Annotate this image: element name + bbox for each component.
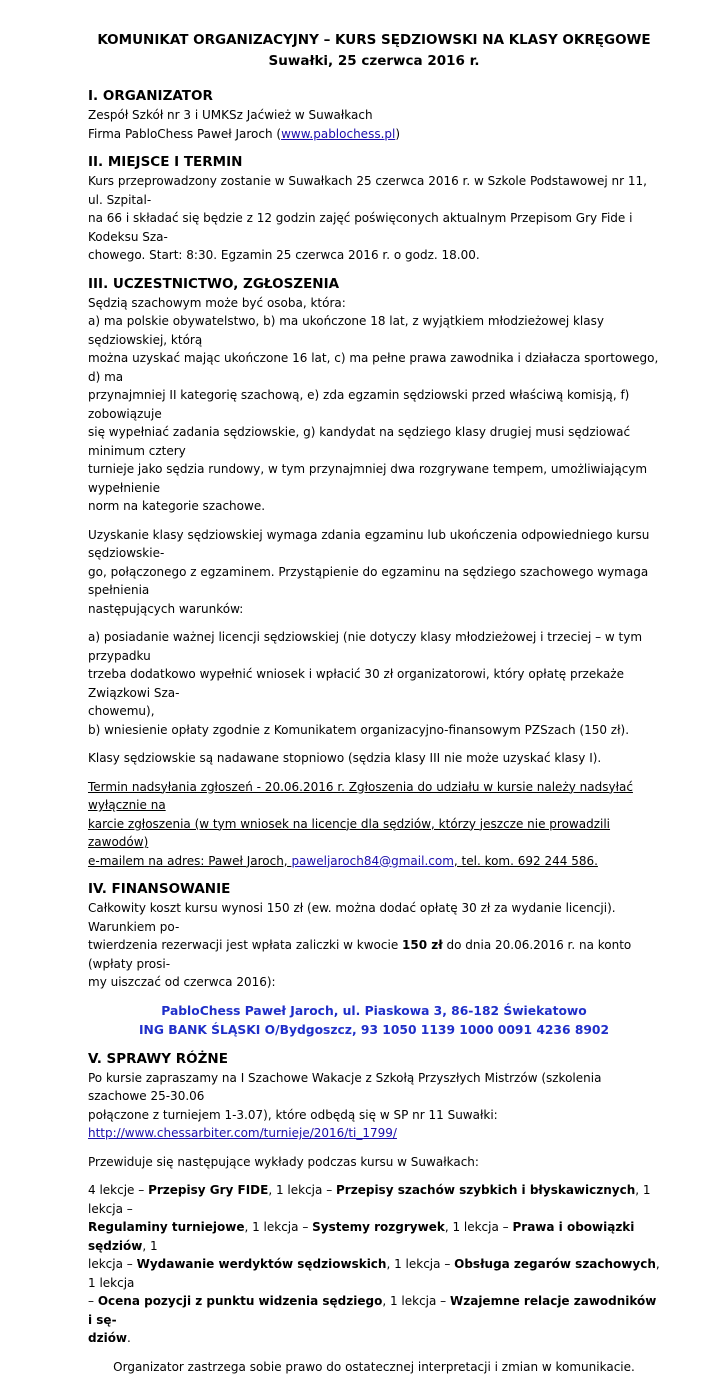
uczestnictwo-line: go, połączonego z egzaminem. Przystąpienie do egzaminu na sędziego szachowego wymaga spełnienia bbox=[88, 563, 660, 600]
chessarbiter-link[interactable]: http://www.chessarbiter.com/turnieje/2016/ti_1799/ bbox=[88, 1126, 397, 1140]
lectures-line: lekcja – Wydawanie werdyktów sędziowskich, 1 lekcja – Obsługa zegarów szachowych, 1 lekcja bbox=[88, 1255, 660, 1292]
miejsce-line: Kurs przeprowadzony zostanie w Suwałkach 25 czerwca 2016 r. w Szkole Podstawowej nr 11, ul. Szpital- bbox=[88, 172, 660, 209]
section-sprawy-heading: V. SPRAWY RÓŻNE bbox=[88, 1050, 660, 1069]
uczestnictwo-line: następujących warunków: bbox=[88, 600, 660, 619]
uczestnictwo-line: się wypełniać zadania sędziowskie, g) kandydat na sędziego klasy drugiej musi sędziować minimum cztery bbox=[88, 423, 660, 460]
finansowanie-line: my uiszczać od czerwca 2016): bbox=[88, 973, 660, 992]
uczestnictwo-line: można uzyskać mając ukończone 16 lat, c) ma pełne prawa zawodnika i działacza sportowego, d) ma bbox=[88, 349, 660, 386]
organizer-line-1: Zespół Szkół nr 3 i UMKSz Jaćwież w Suwałkach bbox=[88, 106, 660, 125]
uczestnictwo-line: b) wniesienie opłaty zgodnie z Komunikatem organizacyjno-finansowym PZSzach (150 zł). bbox=[88, 721, 660, 740]
sprawy-line: Przewiduje się następujące wykłady podczas kursu w Suwałkach: bbox=[88, 1153, 660, 1172]
document-title: KOMUNIKAT ORGANIZACYJNY – KURS SĘDZIOWSKI NA KLASY OKRĘGOWE bbox=[88, 30, 660, 51]
miejsce-line: na 66 i składać się będzie z 12 godzin zajęć poświęconych aktualnym Przepisom Gry Fide i Kodeksu Sza- bbox=[88, 209, 660, 246]
uczestnictwo-line: chowemu), bbox=[88, 702, 660, 721]
pablochess-link[interactable]: www.pablochess.pl bbox=[281, 127, 395, 141]
lectures-line: Regulaminy turniejowe, 1 lekcja – Systemy rozgrywek, 1 lekcja – Prawa i obowiązki sędziów, 1 bbox=[88, 1218, 660, 1255]
sprawy-line: Po kursie zapraszamy na I Szachowe Wakacje z Szkołą Przyszłych Mistrzów (szkolenia szachowe 25-30.06 bbox=[88, 1069, 660, 1106]
section-uczestnictwo-heading: III. UCZESTNICTWO, ZGŁOSZENIA bbox=[88, 275, 660, 294]
sprawy-line bbox=[88, 1124, 660, 1143]
bank-account: ING BANK ŚLĄSKI O/Bydgoszcz, 93 1050 1139 1000 0091 4236 8902 bbox=[88, 1021, 660, 1040]
uczestnictwo-line: norm na kategorie szachowe. bbox=[88, 497, 660, 516]
email-link[interactable]: paweljaroch84@gmail.com bbox=[291, 854, 453, 868]
deposit-amount: 150 zł bbox=[402, 938, 443, 952]
section-miejsce-heading: II. MIEJSCE I TERMIN bbox=[88, 153, 660, 172]
uczestnictwo-line: trzeba dodatkowo wypełnić wniosek i wpłacić 30 zł organizatorowi, który opłatę przekaże Związkowi Sza- bbox=[88, 665, 660, 702]
lectures-line: 4 lekcje – Przepisy Gry FIDE, 1 lekcja – Przepisy szachów szybkich i błyskawicznych, 1 lekcja – bbox=[88, 1181, 660, 1218]
miejsce-line: chowego. Start: 8:30. Egzamin 25 czerwca 2016 r. o godz. 18.00. bbox=[88, 246, 660, 265]
lectures-line: – Ocena pozycji z punktu widzenia sędziego, 1 lekcja – Wzajemne relacje zawodników i sę- bbox=[88, 1292, 660, 1329]
uczestnictwo-line: turnieje jako sędzia rundowy, w tym przynajmniej dwa rozgrywane tempem, umożliwiającym wypełnienie bbox=[88, 460, 660, 497]
bank-recipient: PabloChess Paweł Jaroch, ul. Piaskowa 3, 86-182 Świekatowo bbox=[88, 1002, 660, 1021]
finansowanie-line: twierdzenia rezerwacji jest wpłata zaliczki w kwocie 150 zł do dnia 20.06.2016 r. na konto (wpłaty prosi- bbox=[88, 936, 660, 973]
closing-note: Organizator zastrzega sobie prawo do ostatecznej interpretacji i zmian w komunikacie. bbox=[88, 1358, 660, 1376]
sprawy-line: połączone z turniejem 1-3.07), które odbędą się w SP nr 11 Suwałki: bbox=[88, 1106, 660, 1125]
section-organizator-heading: I. ORGANIZATOR bbox=[88, 87, 660, 106]
uczestnictwo-line: a) posiadanie ważnej licencji sędziowskiej (nie dotyczy klasy młodzieżowej i trzeciej – w tym przypadku bbox=[88, 628, 660, 665]
document-page bbox=[88, 30, 660, 1376]
uczestnictwo-line: przynajmniej II kategorię szachową, e) zda egzamin sędziowski przed właściwą komisją, f) zobowiązuje bbox=[88, 386, 660, 423]
deadline-line: karcie zgłoszenia (w tym wniosek na licencje dla sędziów, którzy jeszcze nie prowadzili zawodów) bbox=[88, 815, 660, 852]
deadline-line: Termin nadsyłania zgłoszeń - 20.06.2016 r. Zgłoszenia do udziału w kursie należy nadsyłać wyłącznie na bbox=[88, 778, 660, 815]
contact-line: e-mailem na adres: Paweł Jaroch, paweljaroch84@gmail.com, tel. kom. 692 244 586. bbox=[88, 852, 660, 871]
document-subtitle: Suwałki, 25 czerwca 2016 r. bbox=[88, 51, 660, 72]
section-finansowanie-heading: IV. FINANSOWANIE bbox=[88, 880, 660, 899]
uczestnictwo-line: a) ma polskie obywatelstwo, b) ma ukończone 18 lat, z wyjątkiem młodzieżowej klasy sędziowskiej, którą bbox=[88, 312, 660, 349]
uczestnictwo-line: Sędzią szachowym może być osoba, która: bbox=[88, 294, 660, 313]
finansowanie-line: Całkowity koszt kursu wynosi 150 zł (ew. można dodać opłatę 30 zł za wydanie licencji). Warunkiem po- bbox=[88, 899, 660, 936]
organizer-line-2: Firma PabloChess Paweł Jaroch (www.pablochess.pl) bbox=[88, 125, 660, 144]
uczestnictwo-line: Uzyskanie klasy sędziowskiej wymaga zdania egzaminu lub ukończenia odpowiedniego kursu sędziowskie- bbox=[88, 526, 660, 563]
uczestnictwo-line: Klasy sędziowskie są nadawane stopniowo (sędzia klasy III nie może uzyskać klasy I). bbox=[88, 749, 660, 768]
lectures-line: dziów. bbox=[88, 1329, 660, 1348]
